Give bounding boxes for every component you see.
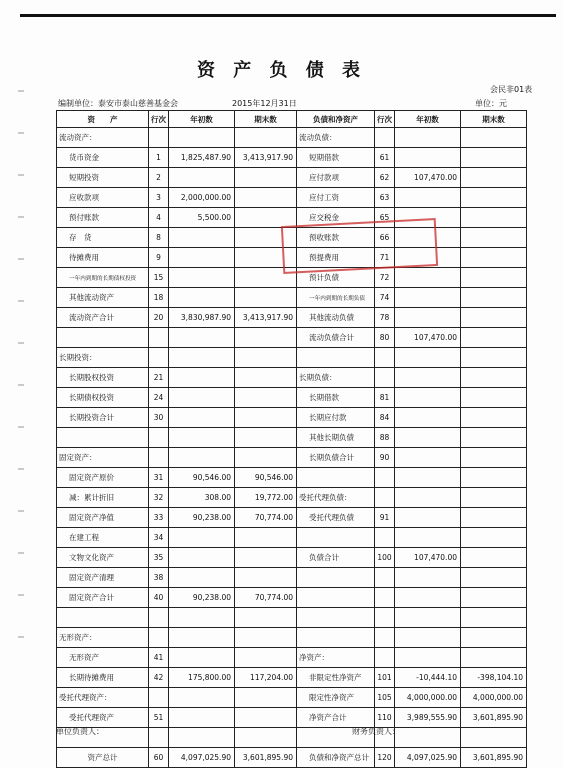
liability-begin: -10,444.10 [395, 668, 461, 688]
asset-end [235, 728, 297, 748]
liability-end [461, 628, 527, 648]
asset-name [57, 328, 149, 348]
table-row [57, 488, 527, 508]
liability-line [375, 128, 395, 148]
liability-end [461, 608, 527, 628]
asset-end [235, 188, 297, 208]
asset-name [57, 428, 149, 448]
asset-name: 无形资产： [57, 628, 149, 648]
asset-name: 应收款项 [57, 188, 149, 208]
asset-begin [169, 428, 235, 448]
liability-end [461, 508, 527, 528]
asset-line: 9 [149, 248, 169, 268]
liability-line: 91 [375, 508, 395, 528]
liability-end: 3,601,895.90 [461, 748, 527, 768]
asset-name: 待摊费用 [57, 248, 149, 268]
asset-begin [169, 708, 235, 728]
liability-line: 100 [375, 548, 395, 568]
asset-name: 长期投资合计 [57, 408, 149, 428]
asset-begin: 90,238.00 [169, 508, 235, 528]
asset-begin [169, 688, 235, 708]
asset-begin: 175,800.00 [169, 668, 235, 688]
compiling-unit: 编制单位：泰安市泰山慈善基金会 [58, 99, 178, 108]
asset-name: 在建工程 [57, 528, 149, 548]
asset-begin [169, 348, 235, 368]
asset-name: 流动资产合计 [57, 308, 149, 328]
asset-name: 长期股权投资 [57, 368, 149, 388]
asset-name: 预付账款 [57, 208, 149, 228]
header-liabilities: 负债和净资产 [297, 111, 375, 128]
page-title: 资 产 负 债 表 [196, 60, 367, 81]
header-end-2: 期末数 [461, 111, 527, 128]
asset-end [235, 368, 297, 388]
report-date: 2015年12月31日 [232, 99, 297, 108]
liability-name: 应交税金 [297, 208, 375, 228]
asset-line: 18 [149, 288, 169, 308]
header-begin-2: 年初数 [395, 111, 461, 128]
liability-end: 4,000,000.00 [461, 688, 527, 708]
liability-end [461, 208, 527, 228]
asset-name: 固定资产合计 [57, 588, 149, 608]
liability-begin [395, 568, 461, 588]
asset-line: 34 [149, 528, 169, 548]
asset-begin [169, 268, 235, 288]
asset-end: 70,774.00 [235, 588, 297, 608]
liability-end [461, 328, 527, 348]
liability-begin: 4,000,000.00 [395, 688, 461, 708]
asset-begin [169, 248, 235, 268]
header-assets: 资 产 [57, 111, 149, 128]
asset-name: 存 货 [57, 228, 149, 248]
liability-end [461, 488, 527, 508]
liability-name: 应付工资 [297, 188, 375, 208]
currency-unit: 单位：元 [475, 99, 507, 108]
liability-name: 长期应付款 [297, 408, 375, 428]
table-row [57, 628, 527, 648]
liability-name [297, 348, 375, 368]
liability-line: 84 [375, 408, 395, 428]
liability-line [375, 348, 395, 368]
asset-begin [169, 648, 235, 668]
liability-end [461, 188, 527, 208]
asset-end: 3,601,895.90 [235, 748, 297, 768]
table-row [57, 748, 527, 768]
liability-begin [395, 648, 461, 668]
asset-line: 32 [149, 488, 169, 508]
table-row [57, 308, 527, 328]
asset-line: 51 [149, 708, 169, 728]
table-row [57, 168, 527, 188]
asset-begin [169, 628, 235, 648]
liability-end [461, 468, 527, 488]
liability-line [375, 648, 395, 668]
liability-begin [395, 528, 461, 548]
asset-end: 3,413,917.90 [235, 148, 297, 168]
table-row [57, 148, 527, 168]
liability-begin [395, 508, 461, 528]
liability-name: 负债和净资产总计 [297, 748, 375, 768]
liability-name: 受托代理负债 [297, 508, 375, 528]
liability-line [375, 628, 395, 648]
liability-name: 预计负债 [297, 268, 375, 288]
liability-end: -398,104.10 [461, 668, 527, 688]
asset-begin [169, 388, 235, 408]
liability-line: 101 [375, 668, 395, 688]
asset-begin [169, 128, 235, 148]
asset-end [235, 348, 297, 368]
liability-begin [395, 288, 461, 308]
asset-end [235, 628, 297, 648]
liability-line: 61 [375, 148, 395, 168]
table-row [57, 408, 527, 428]
liability-end [461, 548, 527, 568]
asset-name: 流动资产： [57, 128, 149, 148]
asset-line: 38 [149, 568, 169, 588]
asset-line [149, 128, 169, 148]
liability-begin: 3,989,555.90 [395, 708, 461, 728]
asset-begin: 308.00 [169, 488, 235, 508]
asset-line [149, 688, 169, 708]
asset-name: 无形资产 [57, 648, 149, 668]
asset-end [235, 688, 297, 708]
asset-line: 40 [149, 588, 169, 608]
liability-line: 81 [375, 388, 395, 408]
liability-begin: 107,470.00 [395, 328, 461, 348]
liability-begin [395, 408, 461, 428]
liability-begin [395, 388, 461, 408]
asset-end: 90,546.00 [235, 468, 297, 488]
liability-begin [395, 148, 461, 168]
liability-name: 净资产： [297, 648, 375, 668]
liability-line [375, 468, 395, 488]
asset-begin: 5,500.00 [169, 208, 235, 228]
asset-end [235, 388, 297, 408]
liability-line [375, 528, 395, 548]
liability-end [461, 308, 527, 328]
liability-end: 3,601,895.90 [461, 708, 527, 728]
asset-line: 35 [149, 548, 169, 568]
asset-line: 1 [149, 148, 169, 168]
liability-name: 预提费用 [297, 248, 375, 268]
asset-begin: 4,097,025.90 [169, 748, 235, 768]
liability-line [375, 588, 395, 608]
table-row [57, 368, 527, 388]
binding-holes [18, 90, 26, 678]
table-row [57, 288, 527, 308]
table-row [57, 548, 527, 568]
asset-end [235, 648, 297, 668]
asset-line [149, 728, 169, 748]
liability-begin [395, 468, 461, 488]
asset-begin [169, 728, 235, 748]
liability-begin [395, 448, 461, 468]
asset-begin [169, 608, 235, 628]
liability-end [461, 368, 527, 388]
asset-line: 21 [149, 368, 169, 388]
asset-begin [169, 368, 235, 388]
asset-name: 减：累计折旧 [57, 488, 149, 508]
table-row [57, 428, 527, 448]
table-row [57, 328, 527, 348]
asset-end: 117,204.00 [235, 668, 297, 688]
liability-begin [395, 488, 461, 508]
asset-begin: 3,830,987.90 [169, 308, 235, 328]
liability-line [375, 368, 395, 388]
table-row [57, 608, 527, 628]
table-row [57, 448, 527, 468]
table-row [57, 668, 527, 688]
asset-begin [169, 288, 235, 308]
asset-begin [169, 328, 235, 348]
liability-name [297, 468, 375, 488]
form-number: 会民非01表 [490, 85, 533, 94]
asset-end: 70,774.00 [235, 508, 297, 528]
liability-begin [395, 268, 461, 288]
table-row [57, 508, 527, 528]
asset-begin [169, 168, 235, 188]
asset-line: 30 [149, 408, 169, 428]
asset-end [235, 128, 297, 148]
asset-line [149, 328, 169, 348]
asset-line: 3 [149, 188, 169, 208]
asset-name: 长期待摊费用 [57, 668, 149, 688]
liability-begin: 107,470.00 [395, 548, 461, 568]
liability-end [461, 728, 527, 748]
asset-end [235, 328, 297, 348]
asset-line [149, 608, 169, 628]
liability-end [461, 348, 527, 368]
asset-name: 货币资金 [57, 148, 149, 168]
table-header-row [57, 111, 527, 128]
liability-name: 非限定性净资产 [297, 668, 375, 688]
asset-begin: 1,825,487.90 [169, 148, 235, 168]
table-row [57, 688, 527, 708]
asset-end [235, 448, 297, 468]
table-row [57, 188, 527, 208]
table-row [57, 128, 527, 148]
asset-line [149, 448, 169, 468]
liability-line: 120 [375, 748, 395, 768]
liability-end [461, 568, 527, 588]
liability-end [461, 388, 527, 408]
liability-begin [395, 188, 461, 208]
asset-end: 19,772.00 [235, 488, 297, 508]
top-edge-bar [20, 14, 556, 17]
asset-end [235, 288, 297, 308]
liability-end [461, 448, 527, 468]
liability-line: 105 [375, 688, 395, 708]
table-row [57, 568, 527, 588]
asset-end [235, 168, 297, 188]
asset-end [235, 608, 297, 628]
asset-line: 4 [149, 208, 169, 228]
asset-end [235, 548, 297, 568]
liability-line: 88 [375, 428, 395, 448]
liability-name: 净资产合计 [297, 708, 375, 728]
asset-name: 受托代理资产 [57, 708, 149, 728]
asset-end [235, 408, 297, 428]
liability-name: 限定性净资产 [297, 688, 375, 708]
asset-line: 42 [149, 668, 169, 688]
asset-line: 24 [149, 388, 169, 408]
liability-line [375, 568, 395, 588]
asset-line: 2 [149, 168, 169, 188]
liability-end [461, 148, 527, 168]
liability-name: 受托代理负债： [297, 488, 375, 508]
asset-end: 3,413,917.90 [235, 308, 297, 328]
liability-name: 预收账款 [297, 228, 375, 248]
asset-name: 长期债权投资 [57, 388, 149, 408]
liability-begin [395, 728, 461, 748]
liability-end [461, 528, 527, 548]
liability-begin [395, 608, 461, 628]
asset-begin: 90,546.00 [169, 468, 235, 488]
liability-name: 流动负债合计 [297, 328, 375, 348]
asset-name [57, 608, 149, 628]
asset-end [235, 208, 297, 228]
liability-line: 63 [375, 188, 395, 208]
liability-end [461, 428, 527, 448]
asset-line: 33 [149, 508, 169, 528]
liability-name: 一年内到期的长期负债 [297, 288, 375, 308]
asset-begin [169, 448, 235, 468]
liability-line: 74 [375, 288, 395, 308]
header-line: 行次 [149, 111, 169, 128]
asset-end [235, 568, 297, 588]
asset-begin: 90,238.00 [169, 588, 235, 608]
liability-name [297, 568, 375, 588]
header-line-2: 行次 [375, 111, 395, 128]
liability-line: 90 [375, 448, 395, 468]
asset-line: 41 [149, 648, 169, 668]
header-end: 期末数 [235, 111, 297, 128]
unit-leader-signature: 单位负责人： [56, 727, 104, 736]
asset-begin [169, 228, 235, 248]
liability-end [461, 228, 527, 248]
liability-line [375, 488, 395, 508]
asset-name: 文物文化资产 [57, 548, 149, 568]
asset-line [149, 428, 169, 448]
liability-name [297, 608, 375, 628]
liability-name: 流动负债： [297, 128, 375, 148]
asset-name: 受托代理资产： [57, 688, 149, 708]
liability-end [461, 408, 527, 428]
asset-line: 31 [149, 468, 169, 488]
asset-begin [169, 408, 235, 428]
liability-name: 应付款项 [297, 168, 375, 188]
liability-begin [395, 128, 461, 148]
liability-line: 66 [375, 228, 395, 248]
asset-name: 其他流动资产 [57, 288, 149, 308]
table-row [57, 588, 527, 608]
liability-line [375, 608, 395, 628]
asset-name: 短期投资 [57, 168, 149, 188]
liability-begin [395, 348, 461, 368]
liability-begin [395, 428, 461, 448]
liability-end [461, 248, 527, 268]
liability-end [461, 288, 527, 308]
liability-end [461, 588, 527, 608]
finance-leader-signature: 财务负责人： [352, 727, 400, 736]
header-begin: 年初数 [169, 111, 235, 128]
asset-end [235, 708, 297, 728]
liability-line: 78 [375, 308, 395, 328]
table-row [57, 528, 527, 548]
liability-begin [395, 308, 461, 328]
liability-begin: 4,097,025.90 [395, 748, 461, 768]
liability-name: 长期借款 [297, 388, 375, 408]
liability-name [297, 528, 375, 548]
asset-name: 固定资产清理 [57, 568, 149, 588]
asset-begin [169, 568, 235, 588]
liability-line: 110 [375, 708, 395, 728]
liability-begin: 107,470.00 [395, 168, 461, 188]
asset-line: 15 [149, 268, 169, 288]
liability-line: 80 [375, 328, 395, 348]
asset-end [235, 428, 297, 448]
liability-end [461, 268, 527, 288]
liability-line: 71 [375, 248, 395, 268]
table-row [57, 468, 527, 488]
asset-name: 资产总计 [57, 748, 149, 768]
liability-line: 72 [375, 268, 395, 288]
official-seal [281, 218, 438, 274]
asset-line: 20 [149, 308, 169, 328]
liability-name: 短期借款 [297, 148, 375, 168]
liability-name: 长期负债： [297, 368, 375, 388]
liability-end [461, 648, 527, 668]
asset-name: 固定资产： [57, 448, 149, 468]
liability-name: 长期负债合计 [297, 448, 375, 468]
asset-begin [169, 548, 235, 568]
asset-name: 固定资产净值 [57, 508, 149, 528]
liability-line: 65 [375, 208, 395, 228]
asset-end [235, 528, 297, 548]
asset-name: 长期投资： [57, 348, 149, 368]
liability-name [297, 588, 375, 608]
liability-line: 62 [375, 168, 395, 188]
liability-name: 其他流动负债 [297, 308, 375, 328]
balance-sheet-table [56, 110, 527, 768]
asset-name: 固定资产原价 [57, 468, 149, 488]
table-row [57, 708, 527, 728]
table-row [57, 388, 527, 408]
liability-begin [395, 628, 461, 648]
table-row [57, 348, 527, 368]
asset-begin [169, 528, 235, 548]
liability-begin [395, 368, 461, 388]
liability-begin [395, 588, 461, 608]
asset-begin: 2,000,000.00 [169, 188, 235, 208]
liability-end [461, 168, 527, 188]
asset-line: 8 [149, 228, 169, 248]
liability-name: 负债合计 [297, 548, 375, 568]
table-row [57, 648, 527, 668]
liability-end [461, 128, 527, 148]
liability-name [297, 628, 375, 648]
asset-line [149, 348, 169, 368]
asset-line [149, 628, 169, 648]
asset-name: 一年内到期的长期债权投资 [57, 268, 149, 288]
asset-line: 60 [149, 748, 169, 768]
liability-name: 其他长期负债 [297, 428, 375, 448]
table-row [57, 728, 527, 748]
